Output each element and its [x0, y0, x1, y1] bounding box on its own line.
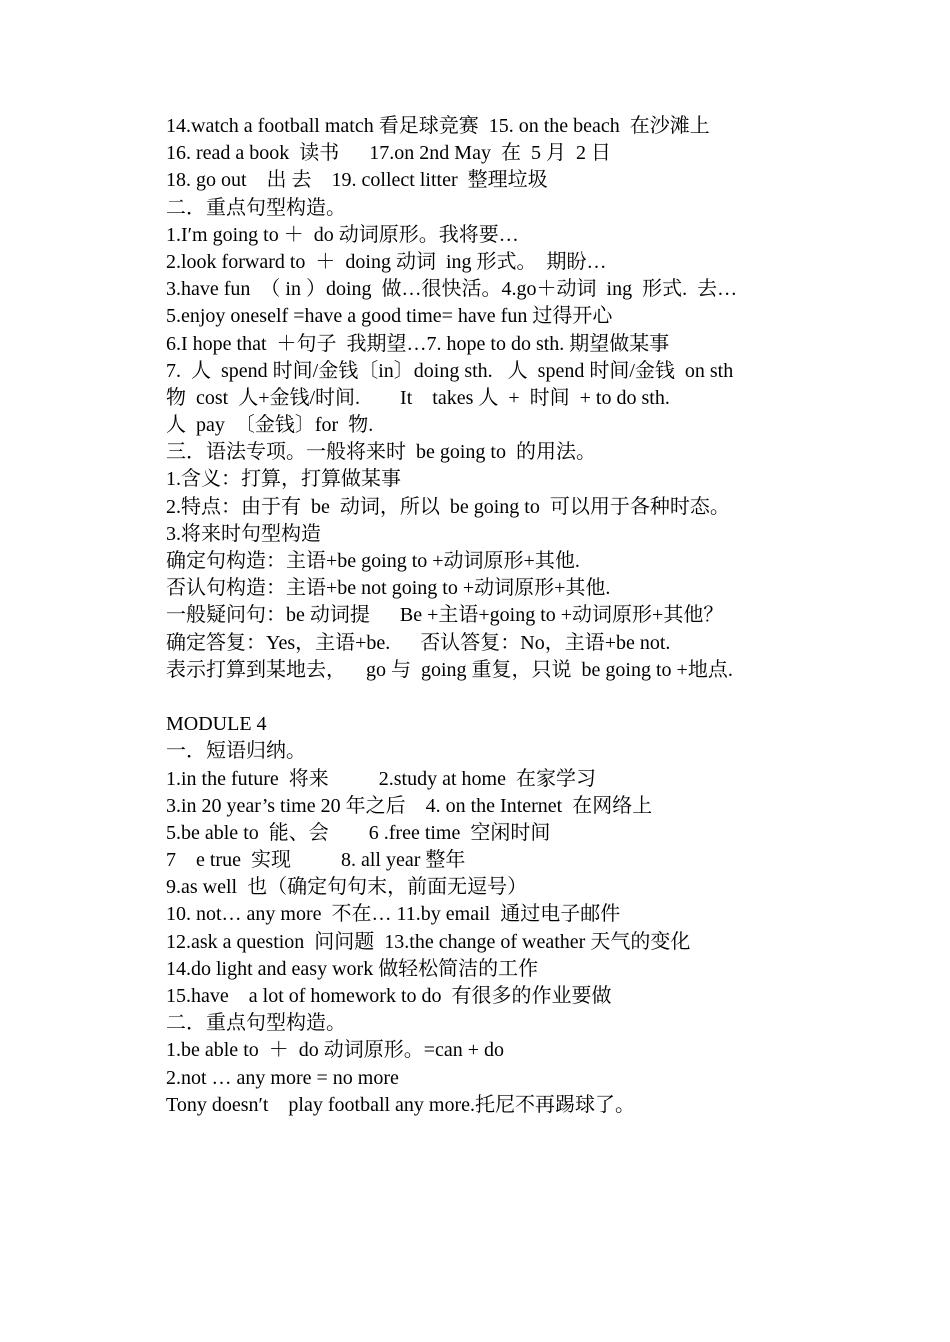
section-module-4 — [166, 711, 866, 1119]
text-line: 1.be able to ＋ do 动词原形。=can + do — [166, 1039, 505, 1062]
text-line: 2.特点：由于有 be 动词，所以 be going to 可以用于各种时态。 — [166, 495, 730, 518]
text-line: 物 cost 人+金钱/时间. It takes 人 + 时间 + to do sth. — [166, 386, 670, 409]
text-line: 1.in the future 将来 2.study at home 在家学习 — [166, 767, 596, 790]
text-line: 2.not … any more = no more — [166, 1066, 399, 1089]
text-line: 确定句构造：主语+be going to +动词原形+其他. — [166, 550, 580, 572]
text-line: 3.have fun （ in ）doing 做…很快活。4.go＋动词 ing 形式. 去… — [166, 278, 738, 301]
text-line: 3.将来时句型构造 — [166, 522, 321, 545]
section-heading: 一．短语归纳。 — [166, 740, 306, 763]
text-line: 一般疑问句：be 动词提 Be +主语+going to +动词原形+其他？ — [166, 604, 724, 627]
text-line: 1.I′m going to ＋ do 动词原形。我将要… — [166, 223, 519, 246]
text-line: 9.as well 也（确定句句末，前面无逗号） — [166, 876, 528, 899]
text-line: 1.含义：打算，打算做某事 — [166, 468, 401, 491]
text-line: 7. 人 spend 时间/金钱〔in〕doing sth. 人 spend 时间/金钱 on sth — [166, 359, 734, 382]
text-line: 10. not… any more 不在… 11.by email 通过电子邮件 — [166, 903, 621, 926]
text-line: 12.ask a question 问问题 13.the change of weather 天气的变化 — [166, 930, 691, 953]
text-line: 确定答复：Yes，主语+be. 否认答复：No，主语+be not. — [166, 631, 671, 654]
document-body — [166, 113, 866, 1119]
text-line: Tony doesn′t play football any more.托尼不再踢球了。 — [166, 1093, 636, 1116]
section-top — [166, 113, 866, 684]
text-line: 否认句构造：主语+be not going to +动词原形+其他. — [166, 577, 611, 600]
text-line: 3.in 20 year’s time 20 年之后 4. on the Internet 在网络上 — [166, 794, 653, 817]
text-line: 15.have a lot of homework to do 有很多的作业要做 — [166, 985, 612, 1007]
text-line: 5.be able to 能、会 6 .free time 空闲时间 — [166, 821, 551, 844]
section-heading: 二．重点句型构造。 — [166, 196, 346, 219]
module-title: MODULE 4 — [166, 713, 267, 736]
text-line: 6.I hope that ＋句子 我期望…7. hope to do sth. 期望做某事 — [166, 332, 670, 355]
text-line: 14.watch a football match 看足球竞赛 15. on the beach 在沙滩上 — [166, 115, 710, 137]
text-line: 2.look forward to ＋ doing 动词 ing 形式。 期盼… — [166, 250, 607, 273]
section-heading: 二．重点句型构造。 — [166, 1012, 346, 1035]
text-line: 7 e true 实现 8. all year 整年 — [166, 849, 466, 872]
text-line: 表示打算到某地去， go 与 going 重复，只说 be going to +地点. — [166, 658, 733, 681]
section-heading: 三．语法专项。一般将来时 be going to 的用法。 — [166, 441, 596, 464]
text-line: 5.enjoy oneself =have a good time= have fun 过得开心 — [166, 305, 613, 328]
text-line: 16. read a book 读书 17.on 2nd May 在 5 月 2 日 — [166, 142, 611, 165]
blank-line — [166, 684, 866, 711]
text-line: 14.do light and easy work 做轻松简洁的工作 — [166, 957, 539, 980]
text-line: 人 pay 〔金钱〕for 物. — [166, 414, 374, 437]
text-line: 18. go out 出 去 19. collect litter 整理垃圾 — [166, 169, 548, 192]
